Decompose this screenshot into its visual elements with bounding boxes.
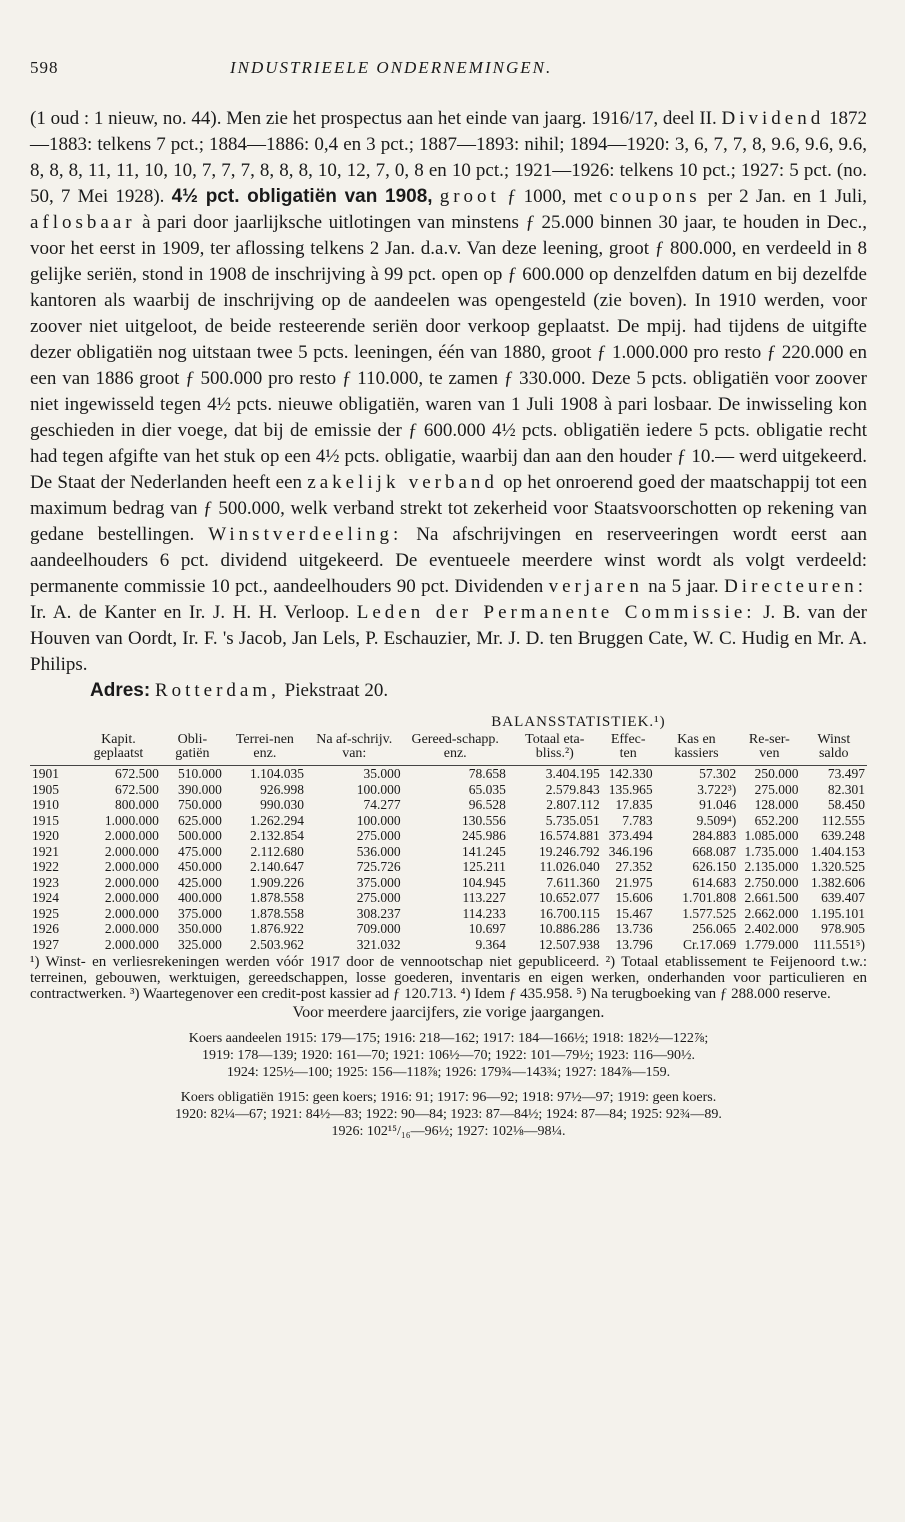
table-cell: 12.507.938 [539,936,600,952]
table-cell: 425.000 [177,874,222,890]
table-cell: 1.779.000 [744,936,799,952]
table-cell: 325.000 [177,936,222,952]
table-cell: 2.000.000 [104,874,159,890]
table-cell: 1.735.000 [744,843,799,859]
koers-line: Koers obligatiën 1915: geen koers; 1916: 91; 1917: 96—92; 1918: 97½—97; 1919: geen koers. [180,1090,717,1105]
table-cell: 82.301 [827,781,865,797]
table-cell: 91.046 [699,797,737,812]
table-cell: 1.085.000 [744,828,799,843]
table-cell: 96.528 [468,797,506,812]
label-rotterdam: Rotterdam, [154,680,280,701]
column-header: Terrei-nen enz. [235,732,294,761]
table-row [30,766,867,782]
heading-obligaties: 4½ pct. obligatiën van 1908, [171,186,433,207]
row-year: 1905 [32,781,59,797]
table-cell: 11.026.040 [539,859,600,874]
table-cell: 1.701.808 [682,890,737,905]
table-cell: 1.577.525 [682,905,737,921]
table-cell: 2.807.112 [546,797,600,812]
table-cell: 350.000 [177,921,222,936]
table-cell: 926.998 [260,781,304,797]
table-cell: 58.450 [827,797,865,812]
table-cell: 510.000 [161,766,224,782]
table-cell: 450.000 [177,859,222,874]
row-year: 1920 [32,828,59,843]
table-cell: 2.000.000 [104,843,159,859]
koers-line: 1924: 125½—100; 1925: 156—118⅞; 1926: 179¾—143¾; 1927: 184⅞—159. [226,1065,671,1080]
table-cell: 3.722³) [697,781,737,797]
table-cell: 100.000 [356,812,401,828]
row-year: 1926 [32,921,59,936]
table-cell: 9.509⁴) [696,812,737,828]
table-cell: 35.000 [306,766,403,782]
text-prospectus: (1 oud : 1 nieuw, no. 44). Men zie het prospectus aan het einde van jaarg. 1916/17, deel II. [30,108,717,129]
table-cell: 390.000 [177,781,222,797]
table-cell: 375.000 [356,874,401,890]
table-cell: 16.700.115 [539,905,600,921]
column-header: Totaal eta-bliss.²) [525,732,585,761]
table-cell: 65.035 [468,781,506,797]
table-cell: 2.000.000 [104,828,159,843]
table-cell: 373.494 [608,828,653,843]
table-cell: 614.683 [692,874,737,890]
table-cell: 2.402.000 [744,921,799,936]
table-cell: 1.195.101 [811,905,865,921]
table-cell: 15.467 [615,905,653,921]
column-header: Kapit. geplaatst [93,732,144,761]
label-verjaren: verjaren [548,576,643,597]
table-cell: 2.000.000 [104,921,159,936]
table-cell: 15.606 [615,890,653,905]
table-cell: 100.000 [356,781,401,797]
text-amount: ƒ 1000, met [507,186,603,207]
table-cell: 275.000 [754,781,799,797]
koers-line: 1926: 102¹⁵/₁₆—96½; 1927: 102⅛—98¼. [331,1124,566,1139]
table-cell: 1.878.558 [249,890,304,905]
table-cell: 130.556 [461,812,506,828]
table-cell: 652.200 [754,812,799,828]
table-row [30,937,867,953]
column-header: Obli-gatiën [175,732,210,761]
table-cell: 1.320.525 [811,859,865,874]
table-cell: 308.237 [356,905,401,921]
table-row [30,859,867,875]
table-cell: 625.000 [177,812,222,828]
table-cell: 750.000 [177,797,222,812]
table-cell: 21.975 [615,874,653,890]
table-cell: 2.000.000 [104,890,159,905]
table-cell: 500.000 [177,828,222,843]
table-cell: 2.135.000 [744,859,799,874]
table-cell: 13.796 [615,936,653,952]
table-cell: 250.000 [738,766,800,782]
table-row [30,921,867,937]
table-cell: 142.330 [602,766,655,782]
table-row [30,828,867,844]
table-body [30,766,867,953]
label-zakelijk-verband: zakelijk verband [307,472,498,493]
table-cell: 626.150 [692,859,737,874]
table-cell: 275.000 [356,828,401,843]
table-cell: 400.000 [177,890,222,905]
table-cell: 10.697 [468,921,506,936]
table-row [30,875,867,891]
table-cell: 13.736 [615,921,653,936]
main-text [30,106,867,704]
table-cell: 7.611.360 [546,874,600,890]
table-cell: 1.909.226 [249,874,304,890]
column-header [30,733,76,766]
table-cell: 668.087 [692,843,737,859]
table-cell: 2.503.962 [249,936,304,952]
row-year: 1901 [30,766,76,782]
page-number: 598 [30,58,59,77]
table-row [30,797,867,813]
text-dividends: 1872—1883: telkens 7 pct.; 1884—1886: 0,4 en 3 pct.; 1887—1893: nihil; 1894—1920: 3, 6, 7, 7, 8, 9.6, 9.6, 9.6, 8, 8, 8, 11, 11, 10, 10, 7, 7, 7, 8, 8, 8, 10, 12, 7, 0, 8 en 10 pct.; 1921—1926: telkens 10 pct.; 1927: 5 pct. (no. 50, 7 Mei 1928). [30,108,868,207]
table-cell: 1.000.000 [104,812,159,828]
table-cell: 112.555 [821,812,865,828]
koers-line: 1920: 82¼—67; 1921: 84½—83; 1922: 90—84; 1923: 87—84½; 1924: 87—84; 1925: 92¾—89. [175,1107,722,1122]
text-directeuren: Ir. A. de Kanter en Ir. J. H. H. Verloop. [30,602,350,623]
table-cell: 135.965 [608,781,653,797]
koers-line: Koers aandeelen 1915: 179—175; 1916: 218—162; 1917: 184—166½; 1918: 182½—122⅞; [188,1031,709,1046]
table-cell: 475.000 [177,843,222,859]
table-cell: 256.065 [692,921,737,936]
footnote-text: ¹) Winst- en verliesrekeningen werden vóór 1917 door de vennootschap niet gepubliceerd. ²) Totaal etablissement te Feijenoord t.w.: terreinen, gebouwen, werktuigen, gereedschappen, losse goederen, inventaris en eigen werken, onderhanden voor particulieren en contractwerken. ³) Waartegenover een credit-post kassier ad ƒ 120.713. ⁴) Idem ƒ 435.958. ⁵) Na terugboeking van ƒ 288.000 reserve. [30,954,867,1002]
table-cell: 111.551⁵) [812,936,865,952]
column-header: Effec-ten [610,732,646,761]
column-header: Kas en kassiers [674,732,719,761]
table-cell: 1.104.035 [224,766,306,782]
table-cell: 73.497 [801,766,867,782]
text-address: Piekstraat 20. [284,680,389,701]
table-cell: 57.302 [655,766,739,782]
table-cell: 1.876.922 [249,921,304,936]
table-cell: 672.500 [115,781,159,797]
row-year: 1924 [32,890,59,905]
table-cell: 1.262.294 [249,812,304,828]
table-cell: 5.735.051 [545,812,600,828]
page-header [30,58,867,88]
table-cell: 346.196 [608,843,653,859]
label-adres: Adres: [90,680,151,701]
table-cell: 672.500 [76,766,161,782]
row-year: 1923 [32,874,59,890]
table-cell: 3.404.195 [508,766,602,782]
footnotes [30,954,867,1002]
table-cell: 284.883 [692,828,737,843]
table-cell: 2.140.647 [249,859,304,874]
table-cell: 2.000.000 [104,936,159,952]
table-cell: 128.000 [754,797,799,812]
table-cell: 639.407 [821,890,865,905]
table-cell: 19.246.792 [539,843,600,859]
text-leening: à pari door jaarlijksche uitlotingen van minstens ƒ 25.000 binnen 30 jaar, te houden in Dec., voor het eerst in 1909, ter aflossing telkens 2 Jan. d.a.v. Van deze leening, groot ƒ 800.000, en verdeeld in 8 gelijke seriën, stond in 1908 de inschrijving à 99 pct. open op ƒ 600.000 op denzelfden datum en bij dezelfde kantoren als waarbij de inschrijving op de aandeelen was opengesteld (zie boven). In 1910 werden, voor zoover niet uitgeloot, de beide resteerende seriën door verkoop geplaatst. De mpij. had tijdens de uitgifte dezer obligatiën nog uitstaan twee 5 pcts. leeningen, één van 1880, groot ƒ 1.000.000 pro resto ƒ 220.000 en een van 1886 groot ƒ 500.000 pro resto ƒ 110.000, te zamen ƒ 330.000. Deze 5 pcts. obligatiën voor zoover niet ingewisseld tegen 4½ pcts. nieuwe obligatiën, waren van 1 Juli 1908 à pari losbaar. De inwisseling kon geschieden in dier voege, dat bij de emissie der ƒ 600.000 4½ pcts. obligatiën iedere 5 pcts. obligatie recht had tegen afgifte van het stuk op een 4½ pcts. obligatie, waarbij dan aan den houder ƒ 10.— werd uitgekeerd. De Staat der Nederlanden heeft een [30,212,867,493]
label-directeuren: Directeuren: [724,576,868,597]
table-row [30,782,867,798]
table-cell: 375.000 [177,905,222,921]
table-cell: 2.579.843 [545,781,600,797]
text-verjaren: na 5 jaar. [648,576,719,597]
table-cell: 2.000.000 [104,859,159,874]
text-coupon-dates: per 2 Jan. en 1 Juli, [707,186,868,207]
column-header: Winst saldo [817,732,851,761]
table-cell: 2.661.500 [744,890,799,905]
column-header: Gereed-schapp. enz. [411,732,499,761]
table-cell: 16.574.881 [539,828,600,843]
table-cell: 7.783 [622,812,653,828]
table-cell: 800.000 [115,797,159,812]
text-winstverdeeling: Na afschrijvingen en reserveeringen wordt eerst aan aandeelhouders 6 pct. dividend uitgekeerd. De eventueele meerdere winst wordt als volgt verdeeld: permanente commissie 10 pct., aandeelhouders 90 pct. Dividenden [30,524,868,597]
table-header-row [30,733,867,766]
table-cell: 639.248 [821,828,865,843]
table-cell: 245.986 [461,828,506,843]
table-cell: 2.112.680 [250,843,304,859]
label-groot: groot [439,186,500,207]
table-cell: 978.905 [821,921,865,936]
table-cell: 125.211 [462,859,506,874]
table-cell: 10.886.286 [539,921,600,936]
text-leden: J. B. van der Houven van Oordt, Ir. F. 's Jacob, Jan Lels, P. Eschauzier, Mr. J. D. ten Bruggen Cate, W. C. Hudig en Mr. A. Philips. [30,602,868,675]
balans-table [30,733,867,952]
table-cell: 2.662.000 [744,905,799,921]
koers-line: 1919: 178—139; 1920: 161—70; 1921: 106½—70; 1922: 101—79½; 1923: 116—90½. [202,1048,695,1063]
address-line [30,678,867,704]
table-cell: 709.000 [356,921,401,936]
row-year: 1922 [32,859,59,874]
row-year: 1925 [32,905,59,921]
label-aflosbaar: aflosbaar [30,212,136,233]
column-header: Na af-schrijv. van: [316,732,393,761]
row-year: 1927 [32,936,59,952]
table-cell: 275.000 [356,890,401,905]
table-row [30,906,867,922]
table-row [30,844,867,860]
table-row [30,813,867,829]
row-year: 1910 [32,797,59,812]
table-cell: 78.658 [403,766,508,782]
table-cell: 104.945 [461,874,506,890]
row-year: 1915 [32,812,59,828]
table-cell: 2.000.000 [104,905,159,921]
table-cell: 1.404.153 [811,843,865,859]
table-cell: 27.352 [615,859,653,874]
table-cell: 141.245 [461,843,506,859]
table-cell: 1.878.558 [249,905,304,921]
koers-aandeelen [30,1030,867,1081]
table-cell: 9.364 [475,936,506,952]
table-title: BALANSSTATISTIEK.¹) [491,714,666,730]
table-cell: 113.227 [462,890,506,905]
label-winstverdeeling: Winstverdeeling: [208,524,403,545]
row-year: 1921 [32,843,59,859]
more-figures-note: Voor meerdere jaarcijfers, zie vorige jaargangen. [292,1004,605,1021]
table-cell: 321.032 [356,936,401,952]
label-dividend: Dividend [721,108,825,129]
koers-obligaties [30,1089,867,1140]
text-verband: op het onroerend goed der maatschappij tot een maximum bedrag van ƒ 500.000, welk verband strekt tot zekerheid voor Staatsvoorschotten op rekening van gedane bestellingen. [30,472,867,545]
column-header: Re-ser-ven [748,732,790,761]
table-cell: 990.030 [260,797,304,812]
label-leden-commissie: Leden der Permanente Commissie: [356,602,756,623]
table-cell: 725.726 [356,859,401,874]
table-cell: 2.132.854 [249,828,304,843]
table-row [30,890,867,906]
table-cell: 17.835 [615,797,653,812]
table-cell: 1.382.606 [811,874,865,890]
label-coupons: coupons [609,186,701,207]
table-cell: 2.750.000 [744,874,799,890]
paragraph [30,106,867,678]
running-title: INDUSTRIEELE ONDERNEMINGEN. [230,58,553,77]
table-cell: Cr.17.069 [682,936,737,952]
table-cell: 74.277 [363,797,401,812]
table-cell: 536.000 [356,843,401,859]
table-cell: 114.233 [462,905,506,921]
table-cell: 10.652.077 [539,890,600,905]
